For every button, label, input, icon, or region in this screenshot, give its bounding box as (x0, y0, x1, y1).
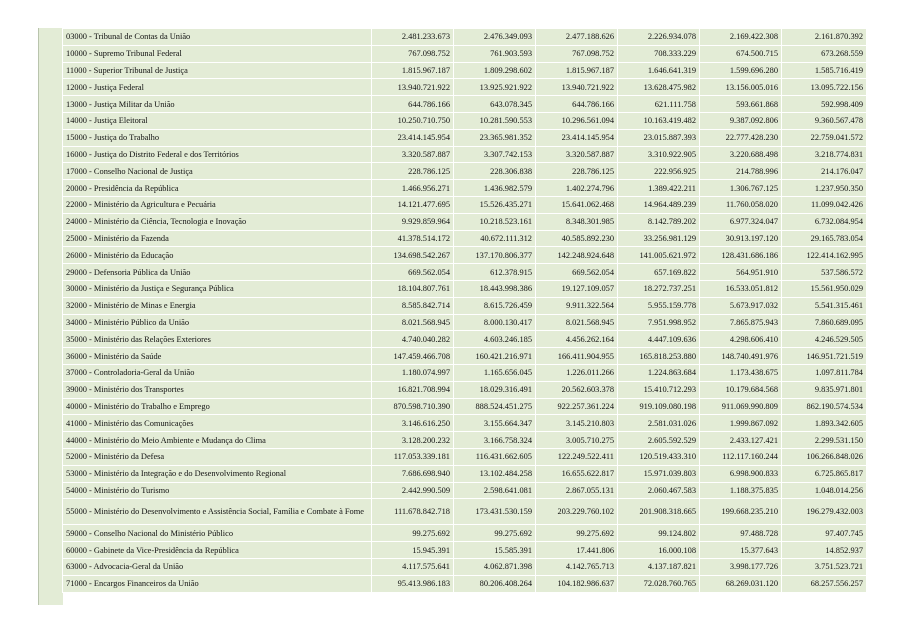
value-cell: 165.818.253.880 (618, 348, 700, 365)
value-cell: 222.956.925 (618, 163, 700, 180)
row-label-cell: 14000 - Justiça Eleitoral (63, 112, 372, 129)
row-label-cell: 17000 - Conselho Nacional de Justiça (63, 163, 372, 180)
value-cell: 2.476.349.093 (454, 29, 536, 46)
table-row (63, 297, 867, 314)
value-cell: 120.519.433.310 (618, 448, 700, 465)
value-cell: 2.442.990.509 (372, 482, 454, 499)
table-row (63, 558, 867, 575)
value-cell: 2.060.467.583 (618, 482, 700, 499)
table-row (63, 180, 867, 197)
value-cell: 10.250.710.750 (372, 112, 454, 129)
value-cell: 8.021.568.945 (372, 314, 454, 331)
value-cell: 146.951.721.519 (782, 348, 867, 365)
value-cell: 13.940.721.922 (536, 79, 618, 96)
value-cell: 117.053.339.181 (372, 448, 454, 465)
table-row (63, 163, 867, 180)
value-cell: 8.348.301.985 (536, 213, 618, 230)
table-row (63, 29, 867, 46)
row-label-cell: 52000 - Ministério da Defesa (63, 448, 372, 465)
empty-cell (618, 592, 700, 609)
value-cell: 1.097.811.784 (782, 364, 867, 381)
value-cell: 80.206.408.264 (454, 575, 536, 592)
table-row (63, 146, 867, 163)
value-cell: 5.673.917.032 (700, 297, 782, 314)
table-row (63, 230, 867, 247)
value-cell: 9.929.859.964 (372, 213, 454, 230)
table-row (63, 247, 867, 264)
value-cell: 97.488.728 (700, 525, 782, 542)
value-cell: 99.275.692 (454, 525, 536, 542)
table-row (63, 62, 867, 79)
value-cell: 201.908.318.665 (618, 499, 700, 525)
value-cell: 2.581.031.026 (618, 415, 700, 432)
value-cell: 15.526.435.271 (454, 196, 536, 213)
value-cell: 592.998.409 (782, 96, 867, 113)
table-body (63, 29, 867, 609)
value-cell: 862.190.574.534 (782, 398, 867, 415)
value-cell: 15.410.712.293 (618, 381, 700, 398)
row-label-cell: 25000 - Ministério da Fazenda (63, 230, 372, 247)
row-label-cell: 24000 - Ministério da Ciência, Tecnologia e Inovação (63, 213, 372, 230)
value-cell: 4.246.529.505 (782, 331, 867, 348)
value-cell: 10.218.523.161 (454, 213, 536, 230)
value-cell: 15.377.643 (700, 542, 782, 559)
value-cell: 142.248.924.648 (536, 247, 618, 264)
row-label-cell: 12000 - Justiça Federal (63, 79, 372, 96)
row-label-cell: 30000 - Ministério da Justiça e Segurança Pública (63, 280, 372, 297)
value-cell: 203.229.760.102 (536, 499, 618, 525)
value-cell: 10.296.561.094 (536, 112, 618, 129)
value-cell: 5.955.159.778 (618, 297, 700, 314)
value-cell: 3.005.710.275 (536, 432, 618, 449)
value-cell: 1.237.950.350 (782, 180, 867, 197)
value-cell: 761.903.593 (454, 45, 536, 62)
table-row (63, 348, 867, 365)
value-cell: 22.759.041.572 (782, 129, 867, 146)
value-cell: 2.169.422.308 (700, 29, 782, 46)
value-cell: 160.421.216.971 (454, 348, 536, 365)
value-cell: 99.275.692 (536, 525, 618, 542)
value-cell: 122.249.522.411 (536, 448, 618, 465)
value-cell: 8.615.726.459 (454, 297, 536, 314)
row-label-cell: 36000 - Ministério da Saúde (63, 348, 372, 365)
table-row (63, 45, 867, 62)
value-cell: 3.146.616.250 (372, 415, 454, 432)
row-label-cell: 34000 - Ministério Público da União (63, 314, 372, 331)
row-label-cell: 10000 - Supremo Tribunal Federal (63, 45, 372, 62)
value-cell: 3.166.758.324 (454, 432, 536, 449)
value-cell: 8.000.130.417 (454, 314, 536, 331)
empty-cell (536, 592, 618, 609)
value-cell: 166.411.904.955 (536, 348, 618, 365)
empty-cell (372, 592, 454, 609)
row-label-cell: 60000 - Gabinete da Vice-Presidência da República (63, 542, 372, 559)
row-label-cell: 15000 - Justiça do Trabalho (63, 129, 372, 146)
value-cell: 8.021.568.945 (536, 314, 618, 331)
value-cell: 612.378.915 (454, 264, 536, 281)
value-cell: 3.155.664.347 (454, 415, 536, 432)
table-row (63, 575, 867, 592)
value-cell: 214.176.047 (782, 163, 867, 180)
value-cell: 1.048.014.256 (782, 482, 867, 499)
value-cell: 767.098.752 (536, 45, 618, 62)
value-cell: 4.142.765.713 (536, 558, 618, 575)
row-label-cell: 39000 - Ministério dos Transportes (63, 381, 372, 398)
value-cell: 11.760.058.020 (700, 196, 782, 213)
value-cell: 2.161.870.392 (782, 29, 867, 46)
value-cell: 888.524.451.275 (454, 398, 536, 415)
value-cell: 9.911.322.564 (536, 297, 618, 314)
value-cell: 919.109.080.198 (618, 398, 700, 415)
value-cell: 13.925.921.922 (454, 79, 536, 96)
value-cell: 922.257.361.224 (536, 398, 618, 415)
value-cell: 6.977.324.047 (700, 213, 782, 230)
row-label-cell: 63000 - Advocacia-Geral da União (63, 558, 372, 575)
value-cell: 111.678.842.718 (372, 499, 454, 525)
table-row (63, 96, 867, 113)
table-row (63, 79, 867, 96)
value-cell: 137.170.806.377 (454, 247, 536, 264)
value-cell: 1.402.274.796 (536, 180, 618, 197)
empty-cell (63, 592, 372, 609)
value-cell: 5.541.315.461 (782, 297, 867, 314)
value-cell: 40.585.892.230 (536, 230, 618, 247)
row-label-cell: 44000 - Ministério do Meio Ambiente e Mudança do Clima (63, 432, 372, 449)
value-cell: 1.809.298.602 (454, 62, 536, 79)
table-row (63, 331, 867, 348)
value-cell: 14.852.937 (782, 542, 867, 559)
empty-row (63, 592, 867, 609)
value-cell: 7.860.689.095 (782, 314, 867, 331)
row-label-cell: 53000 - Ministério da Integração e do Desenvolvimento Regional (63, 465, 372, 482)
value-cell: 134.698.542.267 (372, 247, 454, 264)
value-cell: 13.940.721.922 (372, 79, 454, 96)
value-cell: 4.456.262.164 (536, 331, 618, 348)
value-cell: 16.533.051.812 (700, 280, 782, 297)
value-cell: 2.477.188.626 (536, 29, 618, 46)
value-cell: 674.500.715 (700, 45, 782, 62)
value-cell: 1.226.011.266 (536, 364, 618, 381)
value-cell: 1.188.375.835 (700, 482, 782, 499)
value-cell: 68.257.556.257 (782, 575, 867, 592)
value-cell: 911.069.990.809 (700, 398, 782, 415)
value-cell: 18.443.998.386 (454, 280, 536, 297)
value-cell: 4.137.187.821 (618, 558, 700, 575)
value-cell: 7.865.875.943 (700, 314, 782, 331)
table-row (63, 213, 867, 230)
value-cell: 1.999.867.092 (700, 415, 782, 432)
value-cell: 2.867.055.131 (536, 482, 618, 499)
value-cell: 564.951.910 (700, 264, 782, 281)
value-cell: 1.165.656.045 (454, 364, 536, 381)
value-cell: 148.740.491.976 (700, 348, 782, 365)
value-cell: 106.266.848.026 (782, 448, 867, 465)
value-cell: 10.163.419.482 (618, 112, 700, 129)
value-cell: 30.913.197.120 (700, 230, 782, 247)
table-row (63, 364, 867, 381)
table-row (63, 264, 867, 281)
value-cell: 657.169.822 (618, 264, 700, 281)
value-cell: 4.740.040.282 (372, 331, 454, 348)
value-cell: 3.320.587.887 (536, 146, 618, 163)
value-cell: 2.605.592.529 (618, 432, 700, 449)
value-cell: 13.156.005.016 (700, 79, 782, 96)
value-cell: 128.431.686.186 (700, 247, 782, 264)
value-cell: 99.124.802 (618, 525, 700, 542)
row-label-cell: 54000 - Ministério do Turismo (63, 482, 372, 499)
value-cell: 1.893.342.605 (782, 415, 867, 432)
value-cell: 3.307.742.153 (454, 146, 536, 163)
value-cell: 147.459.466.708 (372, 348, 454, 365)
value-cell: 13.095.722.156 (782, 79, 867, 96)
value-cell: 1.436.982.579 (454, 180, 536, 197)
value-cell: 644.786.166 (372, 96, 454, 113)
budget-table (62, 28, 867, 609)
value-cell: 3.998.177.726 (700, 558, 782, 575)
value-cell: 20.562.603.378 (536, 381, 618, 398)
value-cell: 3.751.523.721 (782, 558, 867, 575)
value-cell: 6.732.084.954 (782, 213, 867, 230)
value-cell: 708.333.229 (618, 45, 700, 62)
value-cell: 1.815.967.187 (372, 62, 454, 79)
value-cell: 18.029.316.491 (454, 381, 536, 398)
value-cell: 122.414.162.995 (782, 247, 867, 264)
table-row (63, 542, 867, 559)
value-cell: 97.407.745 (782, 525, 867, 542)
value-cell: 767.098.752 (372, 45, 454, 62)
value-cell: 2.299.531.150 (782, 432, 867, 449)
table-row (63, 196, 867, 213)
value-cell: 228.786.125 (536, 163, 618, 180)
value-cell: 4.603.246.185 (454, 331, 536, 348)
value-cell: 112.117.160.244 (700, 448, 782, 465)
value-cell: 2.481.233.673 (372, 29, 454, 46)
value-cell: 8.142.789.202 (618, 213, 700, 230)
table-row (63, 129, 867, 146)
row-label-cell: 26000 - Ministério da Educação (63, 247, 372, 264)
row-label-cell: 41000 - Ministério das Comunicações (63, 415, 372, 432)
value-cell: 173.431.530.159 (454, 499, 536, 525)
table-row (63, 398, 867, 415)
value-cell: 6.725.865.817 (782, 465, 867, 482)
value-cell: 18.104.807.761 (372, 280, 454, 297)
value-cell: 9.835.971.801 (782, 381, 867, 398)
value-cell: 1.173.438.675 (700, 364, 782, 381)
value-cell: 16.821.708.994 (372, 381, 454, 398)
row-label-cell: 40000 - Ministério do Trabalho e Emprego (63, 398, 372, 415)
value-cell: 68.269.031.120 (700, 575, 782, 592)
table-row (63, 381, 867, 398)
row-label-cell: 55000 - Ministério do Desenvolvimento e Assistência Social, Família e Combate à Fome (63, 499, 372, 525)
value-cell: 4.062.871.398 (454, 558, 536, 575)
row-label-cell: 20000 - Presidência da República (63, 180, 372, 197)
row-label-cell: 35000 - Ministério das Relações Exteriores (63, 331, 372, 348)
value-cell: 10.179.684.568 (700, 381, 782, 398)
value-cell: 644.786.166 (536, 96, 618, 113)
value-cell: 10.281.590.553 (454, 112, 536, 129)
value-cell: 3.128.200.232 (372, 432, 454, 449)
value-cell: 23.365.981.352 (454, 129, 536, 146)
value-cell: 9.387.092.806 (700, 112, 782, 129)
value-cell: 199.668.235.210 (700, 499, 782, 525)
table-row (63, 499, 867, 525)
value-cell: 72.028.760.765 (618, 575, 700, 592)
table-row (63, 465, 867, 482)
value-cell: 3.218.774.831 (782, 146, 867, 163)
value-cell: 15.561.950.029 (782, 280, 867, 297)
value-cell: 228.786.125 (372, 163, 454, 180)
value-cell: 23.015.887.393 (618, 129, 700, 146)
row-label-cell: 59000 - Conselho Nacional do Ministério Público (63, 525, 372, 542)
value-cell: 1.306.767.125 (700, 180, 782, 197)
value-cell: 621.111.758 (618, 96, 700, 113)
value-cell: 33.256.981.129 (618, 230, 700, 247)
value-cell: 669.562.054 (372, 264, 454, 281)
row-label-cell: 32000 - Ministério de Minas e Energia (63, 297, 372, 314)
value-cell: 14.964.489.239 (618, 196, 700, 213)
value-cell: 1.224.863.684 (618, 364, 700, 381)
value-cell: 3.220.688.498 (700, 146, 782, 163)
row-label-cell: 37000 - Controladoria-Geral da União (63, 364, 372, 381)
value-cell: 23.414.145.954 (536, 129, 618, 146)
table-row (63, 448, 867, 465)
value-cell: 15.585.391 (454, 542, 536, 559)
value-cell: 2.226.934.078 (618, 29, 700, 46)
table-row (63, 112, 867, 129)
value-cell: 18.272.737.251 (618, 280, 700, 297)
table-row (63, 415, 867, 432)
value-cell: 196.279.432.003 (782, 499, 867, 525)
value-cell: 13.628.475.982 (618, 79, 700, 96)
value-cell: 2.598.641.081 (454, 482, 536, 499)
value-cell: 1.389.422.211 (618, 180, 700, 197)
table-row (63, 314, 867, 331)
value-cell: 8.585.842.714 (372, 297, 454, 314)
value-cell: 13.102.484.258 (454, 465, 536, 482)
value-cell: 14.121.477.695 (372, 196, 454, 213)
empty-cell (700, 592, 782, 609)
table-row (63, 432, 867, 449)
value-cell: 104.182.986.637 (536, 575, 618, 592)
left-margin-band (38, 28, 63, 605)
value-cell: 4.447.109.636 (618, 331, 700, 348)
value-cell: 3.310.922.905 (618, 146, 700, 163)
value-cell: 15.971.039.803 (618, 465, 700, 482)
value-cell: 15.945.391 (372, 542, 454, 559)
value-cell: 9.360.567.478 (782, 112, 867, 129)
value-cell: 669.562.054 (536, 264, 618, 281)
value-cell: 673.268.559 (782, 45, 867, 62)
value-cell: 16.000.108 (618, 542, 700, 559)
value-cell: 116.431.662.605 (454, 448, 536, 465)
table-row (63, 280, 867, 297)
table-row (63, 525, 867, 542)
value-cell: 228.306.838 (454, 163, 536, 180)
value-cell: 15.641.062.468 (536, 196, 618, 213)
value-cell: 593.661.868 (700, 96, 782, 113)
value-cell: 1.466.956.271 (372, 180, 454, 197)
value-cell: 16.655.622.817 (536, 465, 618, 482)
value-cell: 11.099.042.426 (782, 196, 867, 213)
value-cell: 1.599.696.280 (700, 62, 782, 79)
value-cell: 1.815.967.187 (536, 62, 618, 79)
value-cell: 40.672.111.312 (454, 230, 536, 247)
value-cell: 99.275.692 (372, 525, 454, 542)
value-cell: 7.951.998.952 (618, 314, 700, 331)
value-cell: 141.005.621.972 (618, 247, 700, 264)
value-cell: 1.180.074.997 (372, 364, 454, 381)
value-cell: 29.165.783.054 (782, 230, 867, 247)
value-cell: 41.378.514.172 (372, 230, 454, 247)
row-label-cell: 11000 - Superior Tribunal de Justiça (63, 62, 372, 79)
value-cell: 870.598.710.390 (372, 398, 454, 415)
value-cell: 7.686.698.940 (372, 465, 454, 482)
row-label-cell: 03000 - Tribunal de Contas da União (63, 29, 372, 46)
value-cell: 214.788.996 (700, 163, 782, 180)
value-cell: 1.585.716.419 (782, 62, 867, 79)
value-cell: 17.441.806 (536, 542, 618, 559)
value-cell: 537.586.572 (782, 264, 867, 281)
value-cell: 3.320.587.887 (372, 146, 454, 163)
value-cell: 6.998.900.833 (700, 465, 782, 482)
empty-cell (782, 592, 867, 609)
value-cell: 3.145.210.803 (536, 415, 618, 432)
row-label-cell: 13000 - Justiça Militar da União (63, 96, 372, 113)
value-cell: 4.117.575.641 (372, 558, 454, 575)
value-cell: 22.777.428.230 (700, 129, 782, 146)
empty-cell (454, 592, 536, 609)
row-label-cell: 71000 - Encargos Financeiros da União (63, 575, 372, 592)
value-cell: 19.127.109.057 (536, 280, 618, 297)
value-cell: 95.413.986.183 (372, 575, 454, 592)
value-cell: 23.414.145.954 (372, 129, 454, 146)
row-label-cell: 22000 - Ministério da Agricultura e Pecuária (63, 196, 372, 213)
table-row (63, 482, 867, 499)
value-cell: 1.646.641.319 (618, 62, 700, 79)
row-label-cell: 29000 - Defensoria Pública da União (63, 264, 372, 281)
value-cell: 643.078.345 (454, 96, 536, 113)
value-cell: 2.433.127.421 (700, 432, 782, 449)
value-cell: 4.298.606.410 (700, 331, 782, 348)
row-label-cell: 16000 - Justiça do Distrito Federal e dos Territórios (63, 146, 372, 163)
